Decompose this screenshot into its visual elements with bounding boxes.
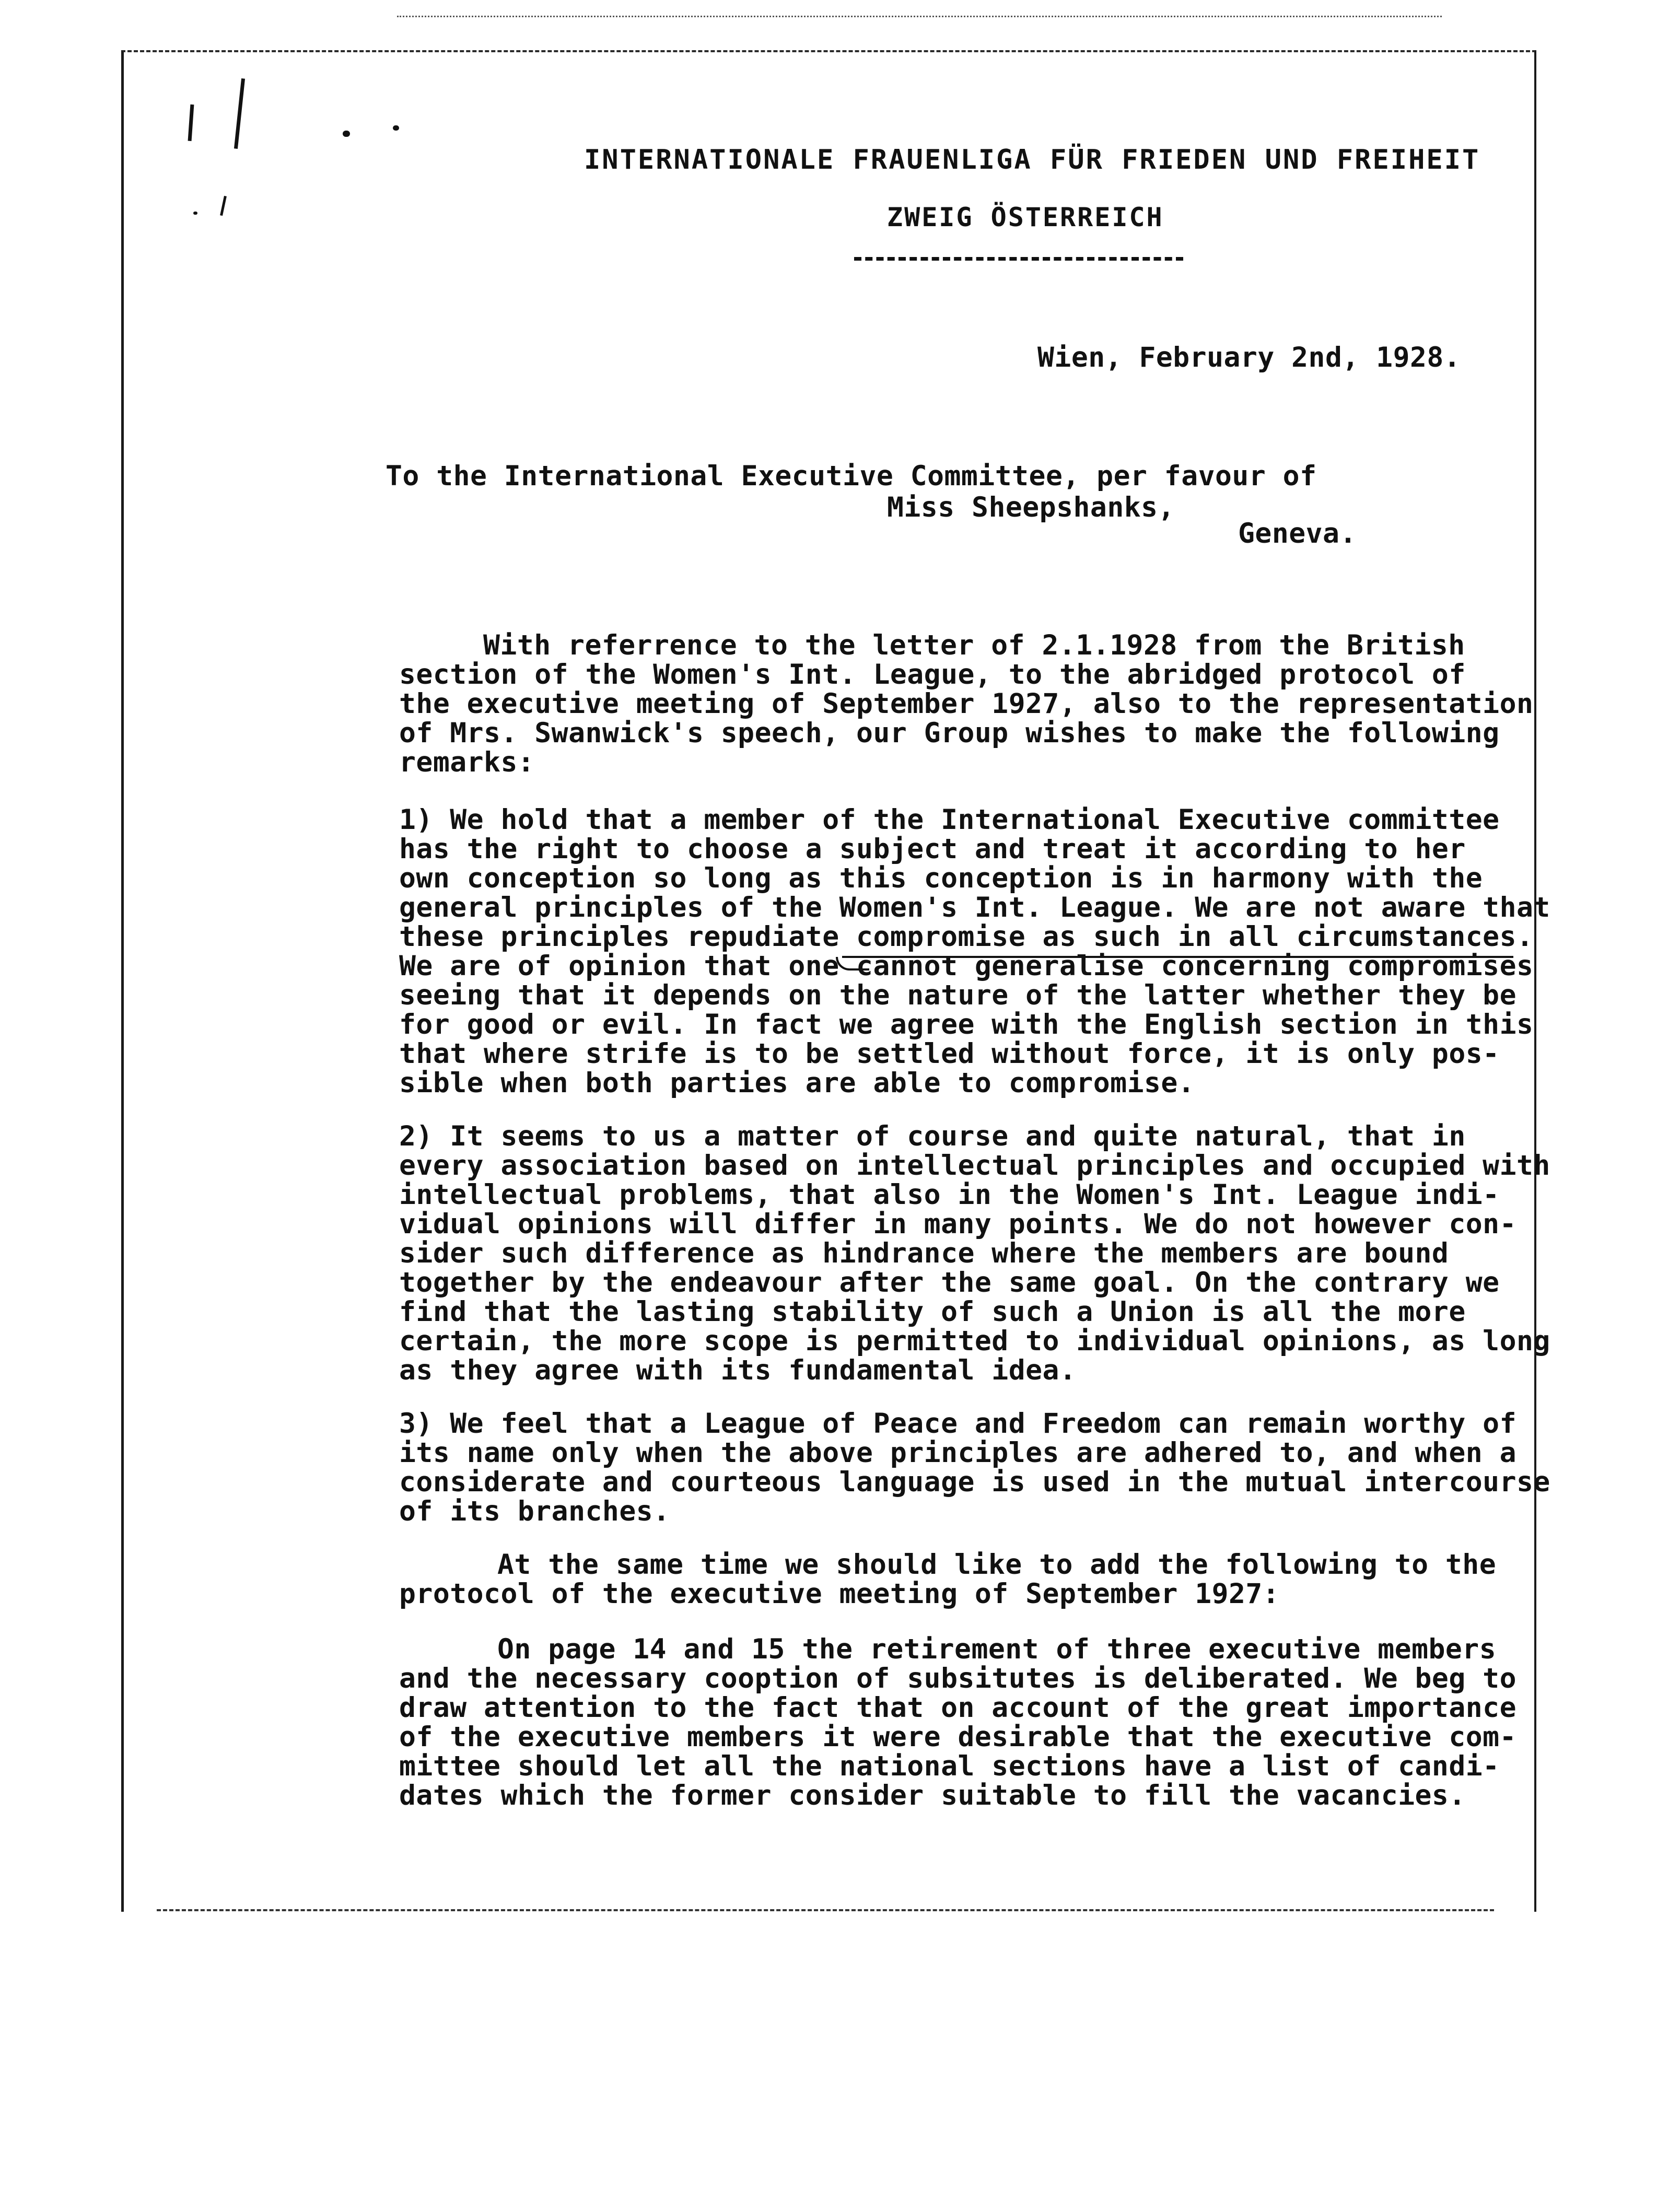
point-2-line: vidual opinions will differ in many points. We do not however con- (399, 1208, 1516, 1240)
letterhead-rule (854, 257, 1183, 261)
point-3-line: 3) We feel that a League of Peace and Freedom can remain worthy of (399, 1408, 1516, 1440)
address-line: Geneva. (1238, 518, 1357, 550)
page-note-line: dates which the former consider suitable to fill the vacancies. (399, 1780, 1466, 1811)
page-note-line: of the executive members it were desirable that the executive com- (399, 1721, 1516, 1753)
intro-line: section of the Women's Int. League, to the abridged protocol of (399, 659, 1466, 691)
point-3-line: of its branches. (399, 1495, 670, 1527)
point-1-line: own conception so long as this conception is in harmony with the (399, 862, 1483, 894)
intro-line: the executive meeting of September 1927, also to the representation (399, 688, 1534, 720)
point-2-line: together by the endeavour after the same goal. On the contrary we (399, 1267, 1500, 1299)
point-2-line: sider such difference as hindrance where the members are bound (399, 1237, 1449, 1269)
point-1-line: has the right to choose a subject and treat it according to her (399, 833, 1466, 865)
addition-line: protocol of the executive meeting of September 1927: (399, 1578, 1280, 1610)
point-2-line: 2) It seems to us a matter of course and quite natural, that in (399, 1120, 1466, 1152)
margin-dot-1 (343, 131, 350, 137)
page-note-line: On page 14 and 15 the retirement of three executive members (497, 1633, 1497, 1665)
intro-line: With referrence to the letter of 2.1.1928 from the British (483, 629, 1465, 661)
letterhead-branch: ZWEIG ÖSTERREICH (887, 202, 1164, 232)
point-2-line: as they agree with its fundamental idea. (399, 1354, 1077, 1386)
point-1-line: that where strife is to be settled without force, it is only pos- (399, 1038, 1500, 1070)
point-2-line: certain, the more scope is permitted to individual opinions, as long (399, 1325, 1550, 1357)
page-bottom-rule (157, 1909, 1494, 1911)
point-2-line: every association based on intellectual principles and occupied with (399, 1150, 1550, 1182)
point-1-line: general principles of the Women's Int. League. We are not aware that (399, 892, 1550, 923)
address-line: To the International Executive Committee, per favour of (386, 460, 1317, 492)
point-1-line: We are of opinion that one cannot generalise concerning compromises (399, 950, 1534, 982)
point-3-line: considerate and courteous language is used in the mutual intercourse (399, 1466, 1550, 1498)
date-line: Wien, February 2nd, 1928. (1037, 342, 1461, 373)
point-3-line: its name only when the above principles are adhered to, and when a (399, 1437, 1516, 1469)
intro-line: remarks: (399, 746, 535, 778)
address-line: Miss Sheepshanks, (887, 492, 1175, 523)
margin-dot-3 (193, 212, 197, 215)
page-note-line: draw attention to the fact that on account of the great importance (399, 1692, 1516, 1724)
point-1-line: seeing that it depends on the nature of the latter whether they be (399, 979, 1516, 1011)
margin-dot-2 (393, 125, 399, 131)
point-1-line: these principles repudiate compromise as such in all circumstances. (399, 921, 1534, 953)
point-1-line: sible when both parties are able to compromise. (399, 1067, 1195, 1099)
page-note-line: mittee should let all the national sections have a list of candi- (399, 1750, 1500, 1782)
intro-line: of Mrs. Swanwick's speech, our Group wishes to make the following (399, 717, 1500, 749)
point-1-line: for good or evil. In fact we agree with the English section in this (399, 1009, 1534, 1040)
point-1-line: 1) We hold that a member of the International Executive committee (399, 804, 1500, 836)
letterhead-organization: INTERNATIONALE FRAUENLIGA FÜR FRIEDEN UND FREIHEIT (584, 144, 1480, 176)
addition-line: At the same time we should like to add the following to the (497, 1549, 1497, 1581)
scan-edge-noise (397, 16, 1442, 17)
point-2-line: find that the lasting stability of such a Union is all the more (399, 1296, 1466, 1328)
page-note-line: and the necessary cooption of subsitutes is deliberated. We beg to (399, 1663, 1516, 1694)
point-2-line: intellectual problems, that also in the Women's Int. League indi- (399, 1179, 1500, 1211)
